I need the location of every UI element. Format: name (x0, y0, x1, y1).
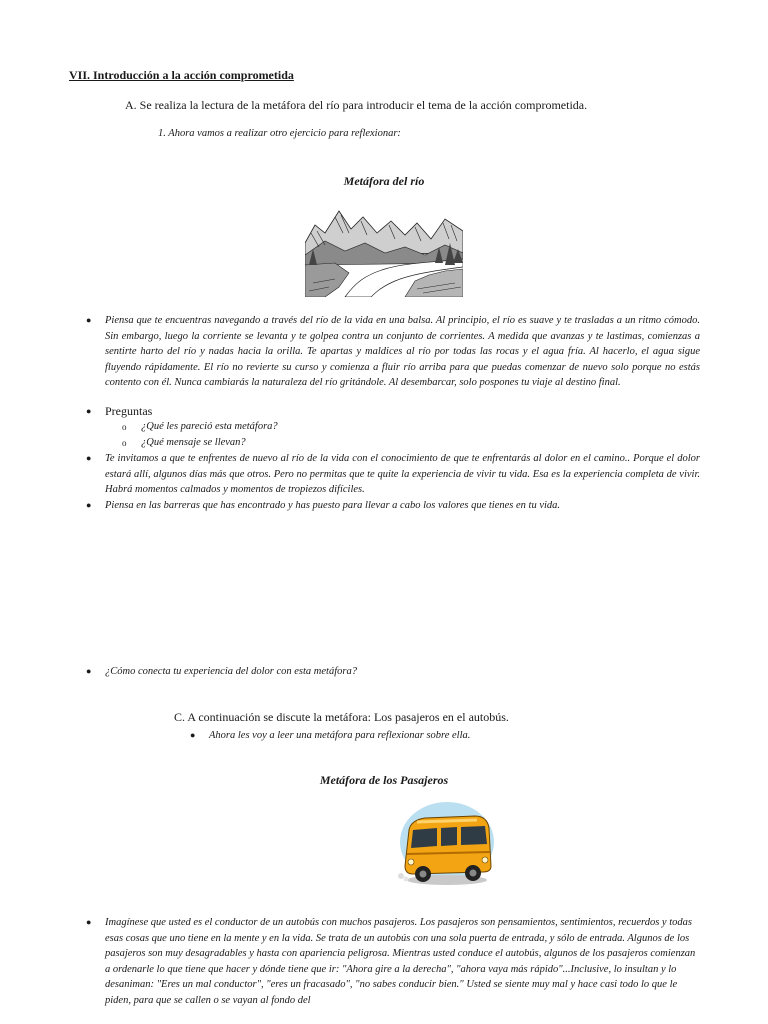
bullet-dot: ● (86, 500, 92, 510)
title-metafora-pasajeros: Metáfora de los Pasajeros (319, 773, 449, 787)
sub-bullet-text: ¿Qué les pareció esta metáfora? (141, 421, 278, 432)
list-item (86, 664, 700, 680)
bullet-text: Imagínese que usted es el conductor de un autobús con muchos pasajeros. Los pasajeros son pensamientos, sentimientos, recuerdos y todas esas cosas que uno tiene en la mente y en la vida. Se trata de un autobús con una sola puerta de entrada, y sólo de entrada. Algunos de los pasajeros son muy desagradables y hasta con apariencia peligrosa. Mientras usted conduce el autobús, algunos de los pasajeros comienzan a ordenarle lo que tiene que hacer y dónde tiene que ir: "Ahora gire a la derecha", "ahora vaya más rápido"...Inclusive, lo insultan y lo desaniman: "Eres un mal conductor", "eres un fracasado", "no sabes conducir bien." Usted se siente muy mal y hace casi todo lo que le piden, para que se callen o se vayan al fondo del (105, 917, 696, 1006)
sub-list-item (122, 436, 246, 450)
section-heading: VII. Introducción a la acción comprometida (69, 68, 294, 82)
sub-list-item (122, 420, 278, 434)
river-illustration (305, 203, 463, 297)
sub-bullet-circle: o (122, 438, 127, 448)
list-item (86, 915, 700, 1008)
title-metafora-rio: Metáfora del río (343, 174, 425, 188)
bus-illustration (397, 800, 495, 890)
bullet-dot: ● (86, 666, 92, 676)
list-item (86, 498, 700, 514)
bus-image (397, 800, 495, 890)
bullet-text: Piensa en las barreras que has encontrado y has puesto para llevar a cabo los valores que tienes en tu vida. (105, 500, 561, 511)
sub-bullet-circle: o (122, 422, 127, 432)
bullet-text: Piensa que te encuentras navegando a través del río de la vida en una balsa. Al principio, el río es suave y te trasladas a un ritmo cómodo. Sin embargo, luego la corriente se levanta y te golpea contra un conjunto de corrientes. A medida que avanzas y te lastimas, comienzas a sentirte harto del río y nadas hacia la orilla. Te apartas y maldices al río por todas las rocas y el agua fría. Al hacerlo, el agua sigue fluyendo rápidamente. El río no revierte su curso y comienza a fluir río arriba para que puedas comenzar de nuevo solo porque no estás contento con él. Nunca cambiarás la naturaleza del río gritándole. Al desembarcar, solo pospones tu viaje al destino final. (105, 315, 700, 388)
bullet-dot: ● (86, 315, 92, 325)
list-item (86, 404, 700, 420)
river-landscape-image (305, 203, 463, 297)
bullet-text-preguntas: Preguntas (105, 404, 153, 418)
bullet-text: Ahora les voy a leer una metáfora para reflexionar sobre ella. (209, 730, 471, 741)
sub-bullet-text: ¿Qué mensaje se llevan? (141, 437, 246, 448)
numbered-item-1: 1. Ahora vamos a realizar otro ejercicio para reflexionar: (158, 128, 401, 139)
list-item (86, 451, 700, 498)
section-c-text: C. A continuación se discute la metáfora: Los pasajeros en el autobús. (174, 710, 509, 724)
section-a-text: A. Se realiza la lectura de la metáfora del río para introducir el tema de la acción comprometida. (125, 98, 588, 112)
bullet-dot: ● (86, 406, 92, 416)
bullet-dot: ● (190, 730, 196, 740)
list-item (190, 728, 590, 744)
bullet-dot: ● (86, 917, 92, 927)
bullet-text: Te invitamos a que te enfrentes de nuevo al río de la vida con el conocimiento de que te enfrentarás al dolor en el camino.. Porque el dolor estará allí, algunos días más que otros. Pero no permitas que te quite la experiencia de vivir tu vida. Esa es la experiencia completa de vivir. Habrá momentos calmados y momentos de tropiezos difíciles. (105, 453, 700, 495)
bullet-dot: ● (86, 453, 92, 463)
bullet-text: ¿Cómo conecta tu experiencia del dolor con esta metáfora? (105, 666, 357, 677)
list-item (86, 313, 700, 391)
